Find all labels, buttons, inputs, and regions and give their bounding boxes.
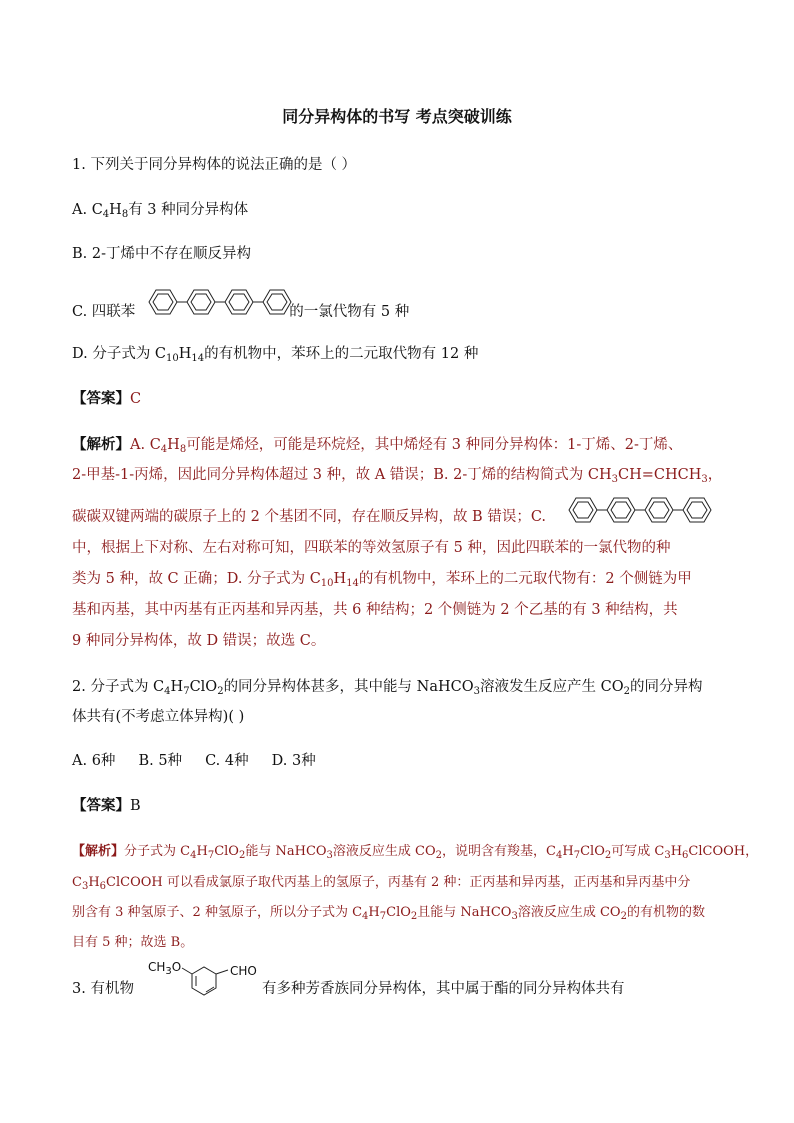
- q1-answer: 【答案】C: [72, 390, 142, 407]
- q1-exp-line-2: 2-甲基-1-丙烯，因此同分异构体超过 3 种，故 A 错误；B. 2-丁烯的结构简式为 $CH_3CH=CHCH_3$，: [72, 467, 723, 485]
- q1-exp-line-7: 9 种同分异构体，故 D 错误；故选 C。: [72, 633, 326, 649]
- q2-stem-line-2: 体共有(不考虑立体异构)( ): [72, 709, 245, 725]
- q1-exp-line-3: 碳碳双键两端的碳原子上的 2 个基团不同，存在顺反异构，故 B 错误；C.: [72, 509, 547, 525]
- methoxy-label: $CH_3O$: [148, 960, 182, 977]
- anisaldehyde-structure: [148, 960, 278, 1004]
- q1-stem: 1. 下列关于同分异构体的说法正确的是（ ）: [72, 157, 357, 173]
- q1-exp-line-1: 【解析】A. $C_4H_8$可能是烯烃，可能是环烷烃，其中烯烃有 3 种同分异构体：1-丁烯、2-丁烯、: [72, 436, 683, 455]
- q2-options: A. 6种 B. 5种 C. 4种 D. 3种: [72, 753, 316, 769]
- q1-exp-line-5: 类为 5 种，故 C 正确；D. 分子式为 $C_{10}H_{14}$的有机物中，苯环上的二元取代物有：2 个侧链为甲: [72, 571, 692, 589]
- page-title: 同分异构体的书写 考点突破训练: [282, 107, 512, 126]
- q1-exp-line-6: 基和丙基，其中丙基有正丙基和异丙基，共 6 种结构；2 个侧链为 2 个乙基的有 3 种结构，共: [72, 602, 678, 618]
- q1-exp-line-4: 中，根据上下对称、左右对称可知，四联苯的等效氢原子有 5 种，因此四联苯的一氯代物的种: [72, 540, 671, 556]
- q1-option-b: B. 2-丁烯中不存在顺反异构: [72, 246, 251, 262]
- q2-stem-line-1: 2. 分子式为 $C_4H_7ClO_2$的同分异构体甚多，其中能与 NaHCO$_3$溶液发生反应产生 $CO_2$的同分异构: [72, 679, 703, 697]
- q2-answer: 【答案】B: [72, 797, 141, 814]
- q2-exp-line-4: 目有 5 种；故选 B。: [72, 935, 194, 950]
- benzene-ring-icon: [148, 960, 278, 1004]
- q1-option-c: C. 四联苯 的一氯代物有 5 种: [72, 304, 410, 320]
- q2-exp-line-1: 【解析】分子式为 $C_4H_7ClO_2$能与 NaHCO$_3$溶液反应生成 $CO_2$，说明含有羧基，$C_4H_7ClO_2$可写成 $C_3H_6ClCOOH$，: [72, 844, 759, 861]
- aldehyde-label: CHO: [230, 964, 257, 978]
- q1-option-a: A. $C_4H_8$有 3 种同分异构体: [72, 202, 249, 220]
- quaterphenyl-structure-q1: [145, 286, 301, 318]
- q2-exp-line-2: $C_3H_6ClCOOH$ 可以看成氯原子取代丙基上的氢原子，丙基有 2 种：正丙基和异丙基，正丙基和异丙基中分: [72, 875, 691, 892]
- q1-option-d: D. 分子式为 $C_{10}H_{14}$的有机物中，苯环上的二元取代物有 12 种: [72, 346, 479, 364]
- quaterphenyl-structure-explanation: [565, 494, 721, 526]
- q2-exp-line-3: 别含有 3 种氢原子、2 种氢原子，所以分子式为 $C_4H_7ClO_2$且能与 NaHCO$_3$溶液反应生成 $CO_2$的有机物的数: [72, 905, 705, 922]
- q3-stem: 3. 有机物 有多种芳香族同分异构体，其中属于酯的同分异构体共有: [72, 981, 625, 997]
